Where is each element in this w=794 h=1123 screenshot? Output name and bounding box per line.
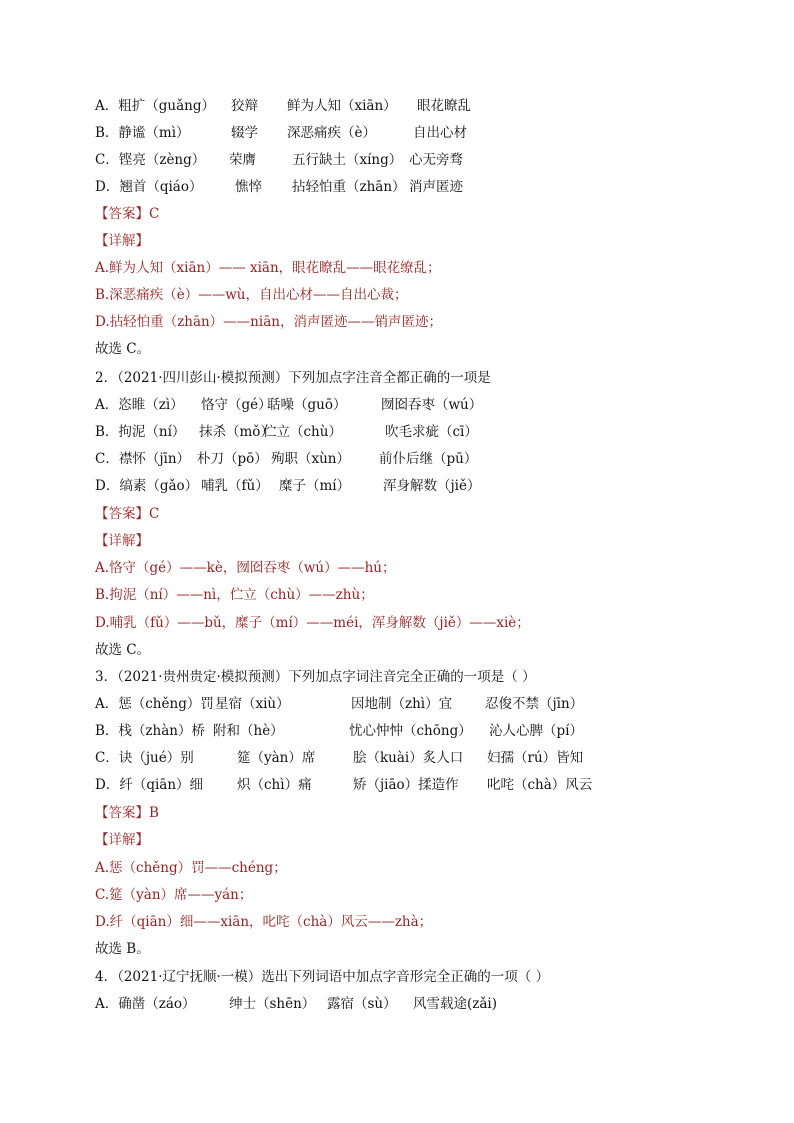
option-item: 辍学 — [231, 125, 258, 141]
option-label: B．栈（zhàn）桥 — [95, 723, 205, 739]
option-item: 糜子（mí） — [279, 478, 351, 494]
option-item: 忧心忡忡（chōng） — [349, 723, 472, 739]
answer-line: 【答案】C — [95, 506, 160, 522]
option-label: A．粗扩（guǎng） — [95, 98, 215, 114]
option-label: D．纤（qiān）细 — [95, 777, 204, 793]
option-label: C．襟怀（jīn） — [95, 451, 191, 467]
answer-line: A.恪守（gé）——kè，囫囵吞枣（wú）——hú； — [95, 560, 396, 576]
option-item: 朴刀（pō） — [197, 451, 268, 467]
option-item: 绅士（shēn） — [229, 996, 316, 1012]
answer-line: 【答案】C — [95, 206, 160, 222]
option-item: 自出心材 — [413, 125, 467, 141]
option-item: 脍（kuài）炙人口 — [353, 750, 464, 766]
option-item: 炽（chì）痛 — [237, 777, 312, 793]
answer-line: 【详解】 — [95, 832, 149, 848]
option-item: 深恶痛疾（è） — [287, 125, 376, 141]
answer-line: D.拈轻怕重（zhān）——niān，消声匿迹——销声匿迹； — [95, 314, 442, 330]
option-label: B．静谧（mì） — [95, 125, 190, 141]
answer-line: B.拘泥（ní）——nì，伫立（chù）——zhù； — [95, 587, 374, 603]
option-item: 鲜为人知（xiān） — [287, 98, 397, 114]
answer-line: 【详解】 — [95, 533, 149, 549]
answer-line: B.深恶痛疾（è）——wù，自出心材——自出心裁； — [95, 287, 408, 303]
text-line: 3．（2021·贵州贵定·模拟预测）下列加点字词注音完全正确的一项是（ ） — [95, 669, 536, 685]
option-item: 叱咤（chà）风云 — [487, 777, 593, 793]
option-item: 殉职（xùn） — [271, 451, 351, 467]
option-item: 沁人心脾（pí） — [489, 723, 583, 739]
option-item: 憔悴 — [235, 179, 262, 195]
option-item: 消声匿迹 — [409, 179, 463, 195]
option-item: 恪守（gé） — [201, 397, 272, 413]
option-item: 筵（yàn）席 — [237, 750, 316, 766]
option-item: 五行缺土（xíng） — [292, 152, 403, 168]
text-line: 4．（2021·辽宁抚顺·一模）选出下列词语中加点字音形完全正确的一项（ ） — [95, 969, 550, 985]
option-label: C．诀（jué）别 — [95, 750, 194, 766]
answer-line: C.筵（yàn）席——yán； — [95, 887, 253, 903]
answer-line: 【详解】 — [95, 233, 149, 249]
option-item: 眼花瞭乱 — [417, 98, 471, 114]
option-item: 露宿（sù） — [327, 996, 397, 1012]
text-line: 故选 C。 — [95, 341, 151, 357]
option-item: 哺乳（fǔ） — [201, 478, 269, 494]
option-item: 前仆后继（pū） — [379, 451, 478, 467]
option-item: 拈轻怕重（zhān） — [292, 179, 406, 195]
option-item: 抹杀（mǒ） — [199, 424, 274, 440]
option-item: 忍俊不禁（jīn） — [485, 696, 584, 712]
answer-line: D.哺乳（fǔ）——bǔ，糜子（mí）——méi，浑身解数（jiě）——xiè； — [95, 615, 530, 631]
option-item: 风雪载途(zǎi) — [413, 996, 498, 1012]
text-line: 2．（2021·四川彭山·模拟预测）下列加点字注音全都正确的一项是 — [95, 370, 491, 386]
option-label: A．惩（chěng）罚 — [95, 696, 214, 712]
option-item: 吹毛求疵（cī） — [385, 424, 478, 440]
option-item: 荣膺 — [229, 152, 256, 168]
option-item: 妇孺（rú）皆知 — [487, 750, 584, 766]
option-item: 聒噪（guō） — [267, 397, 347, 413]
option-label: D．翘首（qiáo） — [95, 179, 203, 195]
option-item: 囫囵吞枣（wú） — [381, 397, 483, 413]
option-item: 心无旁骛 — [409, 152, 463, 168]
answer-line: A.鲜为人知（xiān）—— xiān，眼花瞭乱——眼花缭乱； — [95, 260, 441, 276]
option-item: 伫立（chù） — [263, 424, 342, 440]
answer-line: D.纤（qiān）细——xiān，叱咤（chà）风云——zhà； — [95, 914, 433, 930]
option-item: 因地制（zhì）宜 — [351, 696, 453, 712]
option-label: A．恣睢（zì） — [95, 397, 184, 413]
option-item: 附和（hè） — [213, 723, 284, 739]
option-item: 矫（jiāo）揉造作 — [353, 777, 459, 793]
option-label: B．拘泥（ní） — [95, 424, 186, 440]
answer-line: 【答案】B — [95, 805, 159, 821]
option-label: C．铿亮（zèng） — [95, 152, 206, 168]
option-item: 狡辩 — [231, 98, 258, 114]
option-item: 浑身解数（jiě） — [383, 478, 481, 494]
text-line: 故选 C。 — [95, 642, 151, 658]
option-item: 星宿（xiù） — [215, 696, 290, 712]
answer-line: A.惩（chěng）罚——chéng； — [95, 860, 287, 876]
text-line: 故选 B。 — [95, 941, 150, 957]
option-label: A．确凿（záo） — [95, 996, 196, 1012]
option-label: D．缟素（gǎo） — [95, 478, 199, 494]
